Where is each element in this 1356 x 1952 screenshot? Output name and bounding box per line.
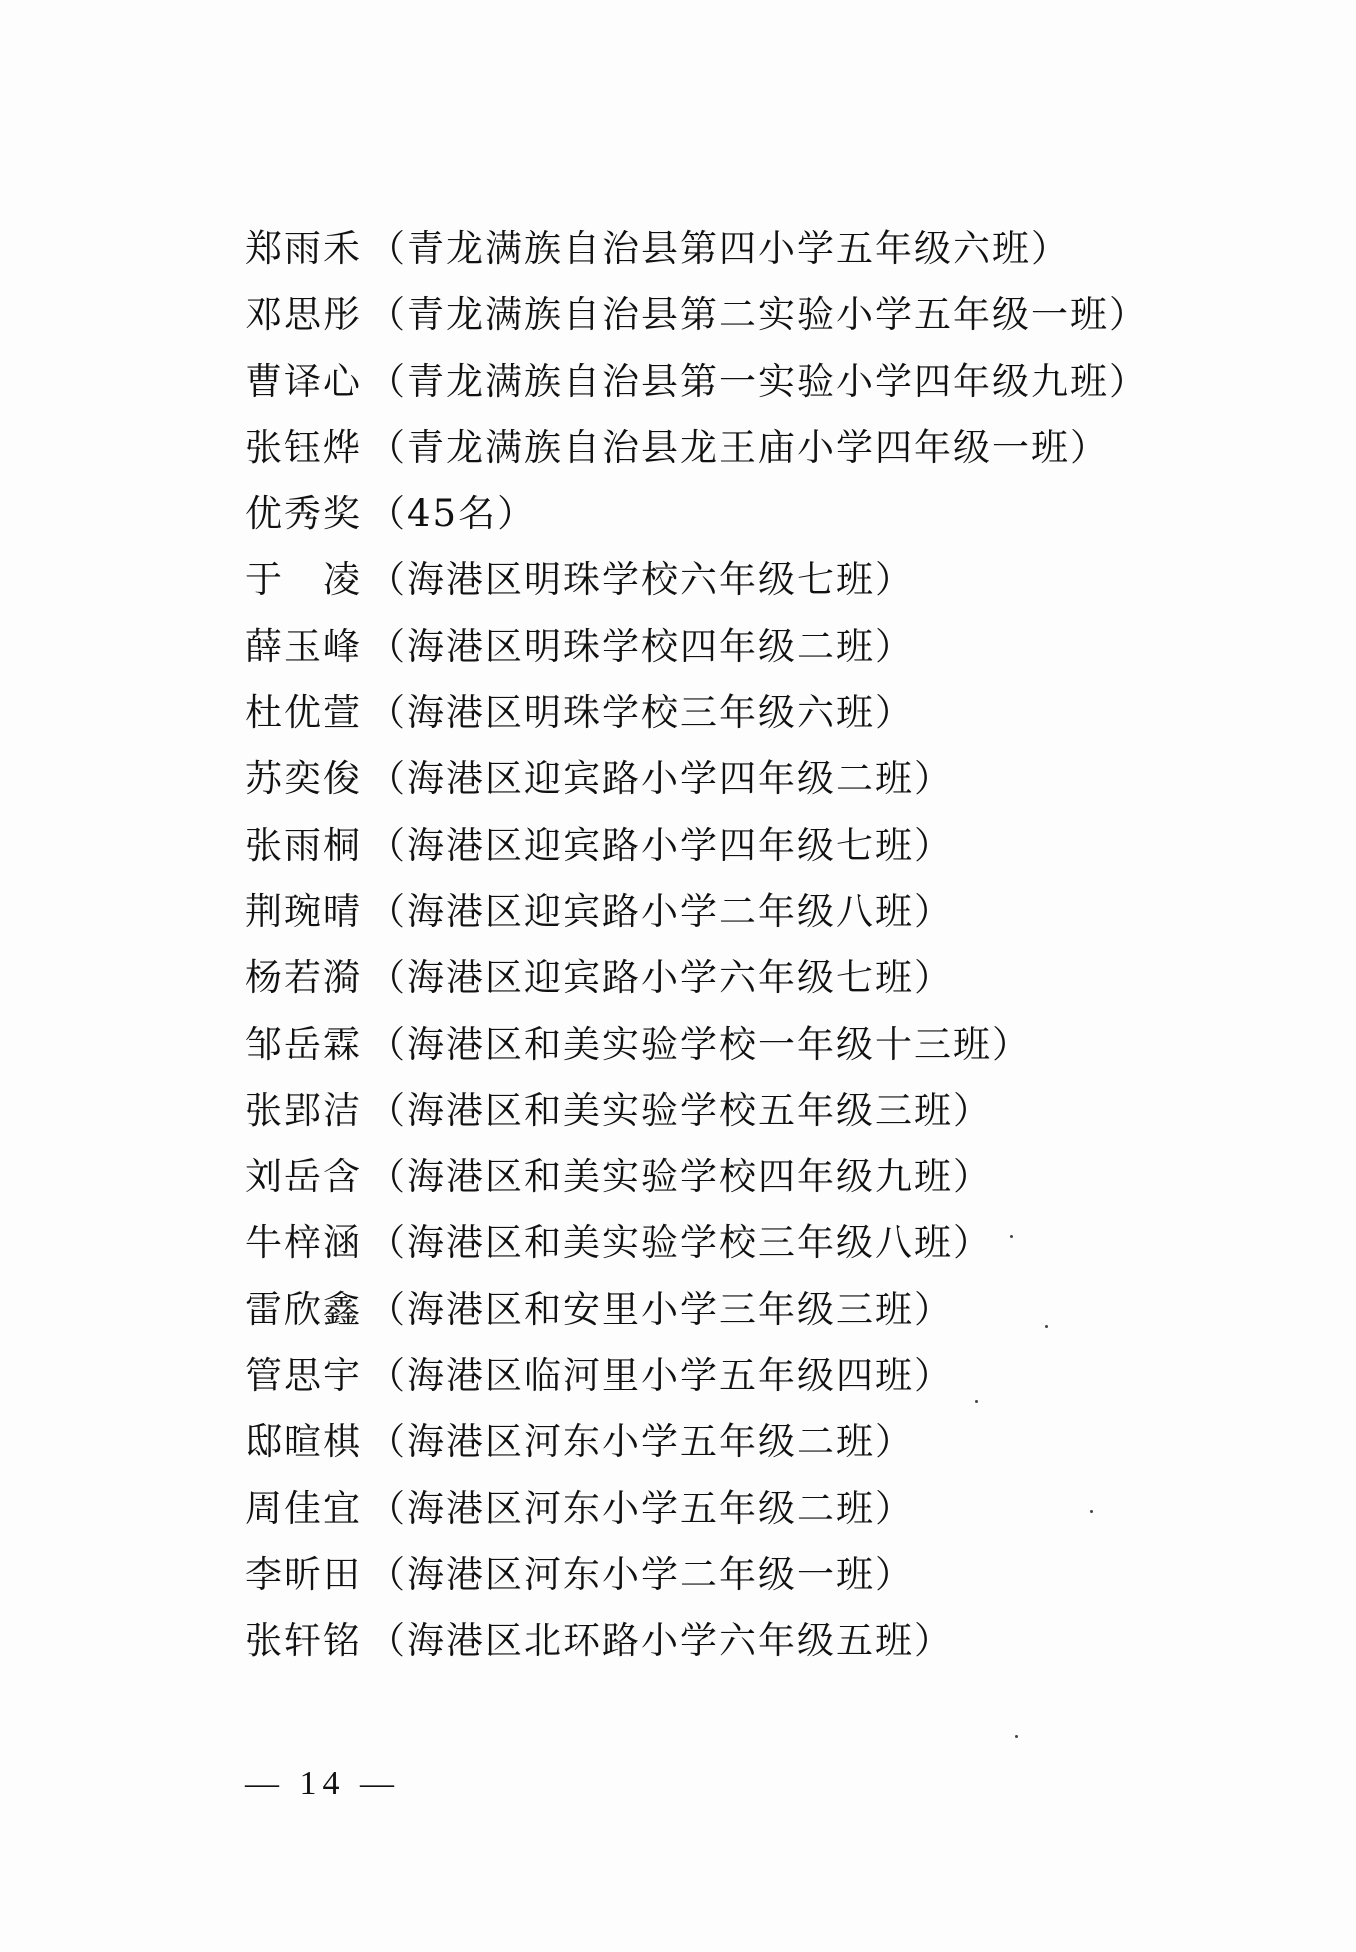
list-item	[245, 349, 1285, 415]
list-item	[245, 1409, 1285, 1475]
list-item	[245, 680, 1285, 746]
scan-speck	[975, 1400, 978, 1403]
list-item	[245, 415, 1285, 481]
school-class: （海港区明珠学校三年级六班）	[368, 691, 914, 735]
school-class: （海港区和美实验学校一年级十三班）	[368, 1022, 1031, 1066]
list-item	[245, 216, 1285, 282]
student-name: 刘岳含	[245, 1155, 362, 1199]
list-item	[245, 1078, 1285, 1144]
list-item	[245, 879, 1285, 945]
list-item	[245, 1476, 1285, 1542]
school-class: （海港区和安里小学三年级三班）	[368, 1287, 953, 1331]
school-class: （海港区明珠学校四年级二班）	[368, 624, 914, 668]
school-class: （青龙满族自治县第四小学五年级六班）	[368, 227, 1070, 270]
student-name: 牛梓涵	[245, 1221, 362, 1265]
student-name: 邹岳霖	[245, 1022, 362, 1066]
list-item	[245, 1343, 1285, 1409]
list-item	[245, 1608, 1285, 1674]
student-name: 雷欣鑫	[245, 1287, 362, 1331]
student-name: 薛玉峰	[245, 624, 362, 668]
list-item	[245, 282, 1285, 348]
list-item	[245, 1277, 1285, 1343]
student-name: 张轩铭	[245, 1619, 362, 1663]
award-category-heading	[245, 481, 1285, 547]
school-class: （海港区迎宾路小学六年级七班）	[368, 956, 953, 1000]
list-item	[245, 1012, 1285, 1078]
list-item	[245, 1144, 1285, 1210]
school-class: （青龙满族自治县第二实验小学五年级一班）	[368, 293, 1148, 337]
student-name: 张雨桐	[245, 823, 362, 867]
student-name: 杜优萱	[245, 691, 362, 735]
list-item	[245, 813, 1285, 879]
school-class: （海港区迎宾路小学二年级八班）	[368, 889, 953, 933]
award-list	[245, 216, 1285, 1675]
school-class: （青龙满族自治县第一实验小学四年级九班）	[368, 359, 1148, 403]
student-name: 周佳宜	[245, 1486, 362, 1530]
school-class: （海港区和美实验学校五年级三班）	[368, 1088, 992, 1132]
page-number: — 14 —	[245, 1765, 400, 1802]
student-name: 郑雨禾	[245, 227, 362, 270]
list-item	[245, 1210, 1285, 1276]
student-name: 张钰烨	[245, 425, 362, 469]
student-name: 邓思彤	[245, 293, 362, 337]
school-class: （海港区河东小学二年级一班）	[368, 1552, 914, 1596]
student-name: 杨若漪	[245, 956, 362, 1000]
scan-speck	[1090, 1510, 1093, 1513]
student-name: 李昕田	[245, 1552, 362, 1596]
award-count: （45名）	[368, 492, 537, 536]
school-class: （海港区河东小学五年级二班）	[368, 1420, 914, 1464]
scan-speck	[1010, 1235, 1013, 1238]
list-item	[245, 614, 1285, 680]
student-name: 张郢洁	[245, 1088, 362, 1132]
scan-speck	[1015, 1735, 1018, 1738]
school-class: （海港区迎宾路小学四年级二班）	[368, 757, 953, 801]
list-item	[245, 1542, 1285, 1608]
student-name: 曹译心	[245, 359, 362, 403]
school-class: （海港区和美实验学校四年级九班）	[368, 1155, 992, 1199]
student-name: 苏奕俊	[245, 757, 362, 801]
school-class: （海港区明珠学校六年级七班）	[368, 558, 914, 602]
scan-speck	[1045, 1325, 1048, 1328]
school-class: （青龙满族自治县龙王庙小学四年级一班）	[368, 425, 1109, 469]
student-name: 于 凌	[245, 558, 362, 602]
student-name: 荆琬晴	[245, 889, 362, 933]
award-name: 优秀奖	[245, 492, 362, 536]
school-class: （海港区北环路小学六年级五班）	[368, 1619, 953, 1663]
school-class: （海港区和美实验学校三年级八班）	[368, 1221, 992, 1265]
school-class: （海港区迎宾路小学四年级七班）	[368, 823, 953, 867]
school-class: （海港区临河里小学五年级四班）	[368, 1354, 953, 1398]
student-name: 管思宇	[245, 1354, 362, 1398]
list-item	[245, 746, 1285, 812]
list-item	[245, 945, 1285, 1011]
student-name: 邸暄棋	[245, 1420, 362, 1464]
school-class: （海港区河东小学五年级二班）	[368, 1486, 914, 1530]
list-item	[245, 547, 1285, 613]
